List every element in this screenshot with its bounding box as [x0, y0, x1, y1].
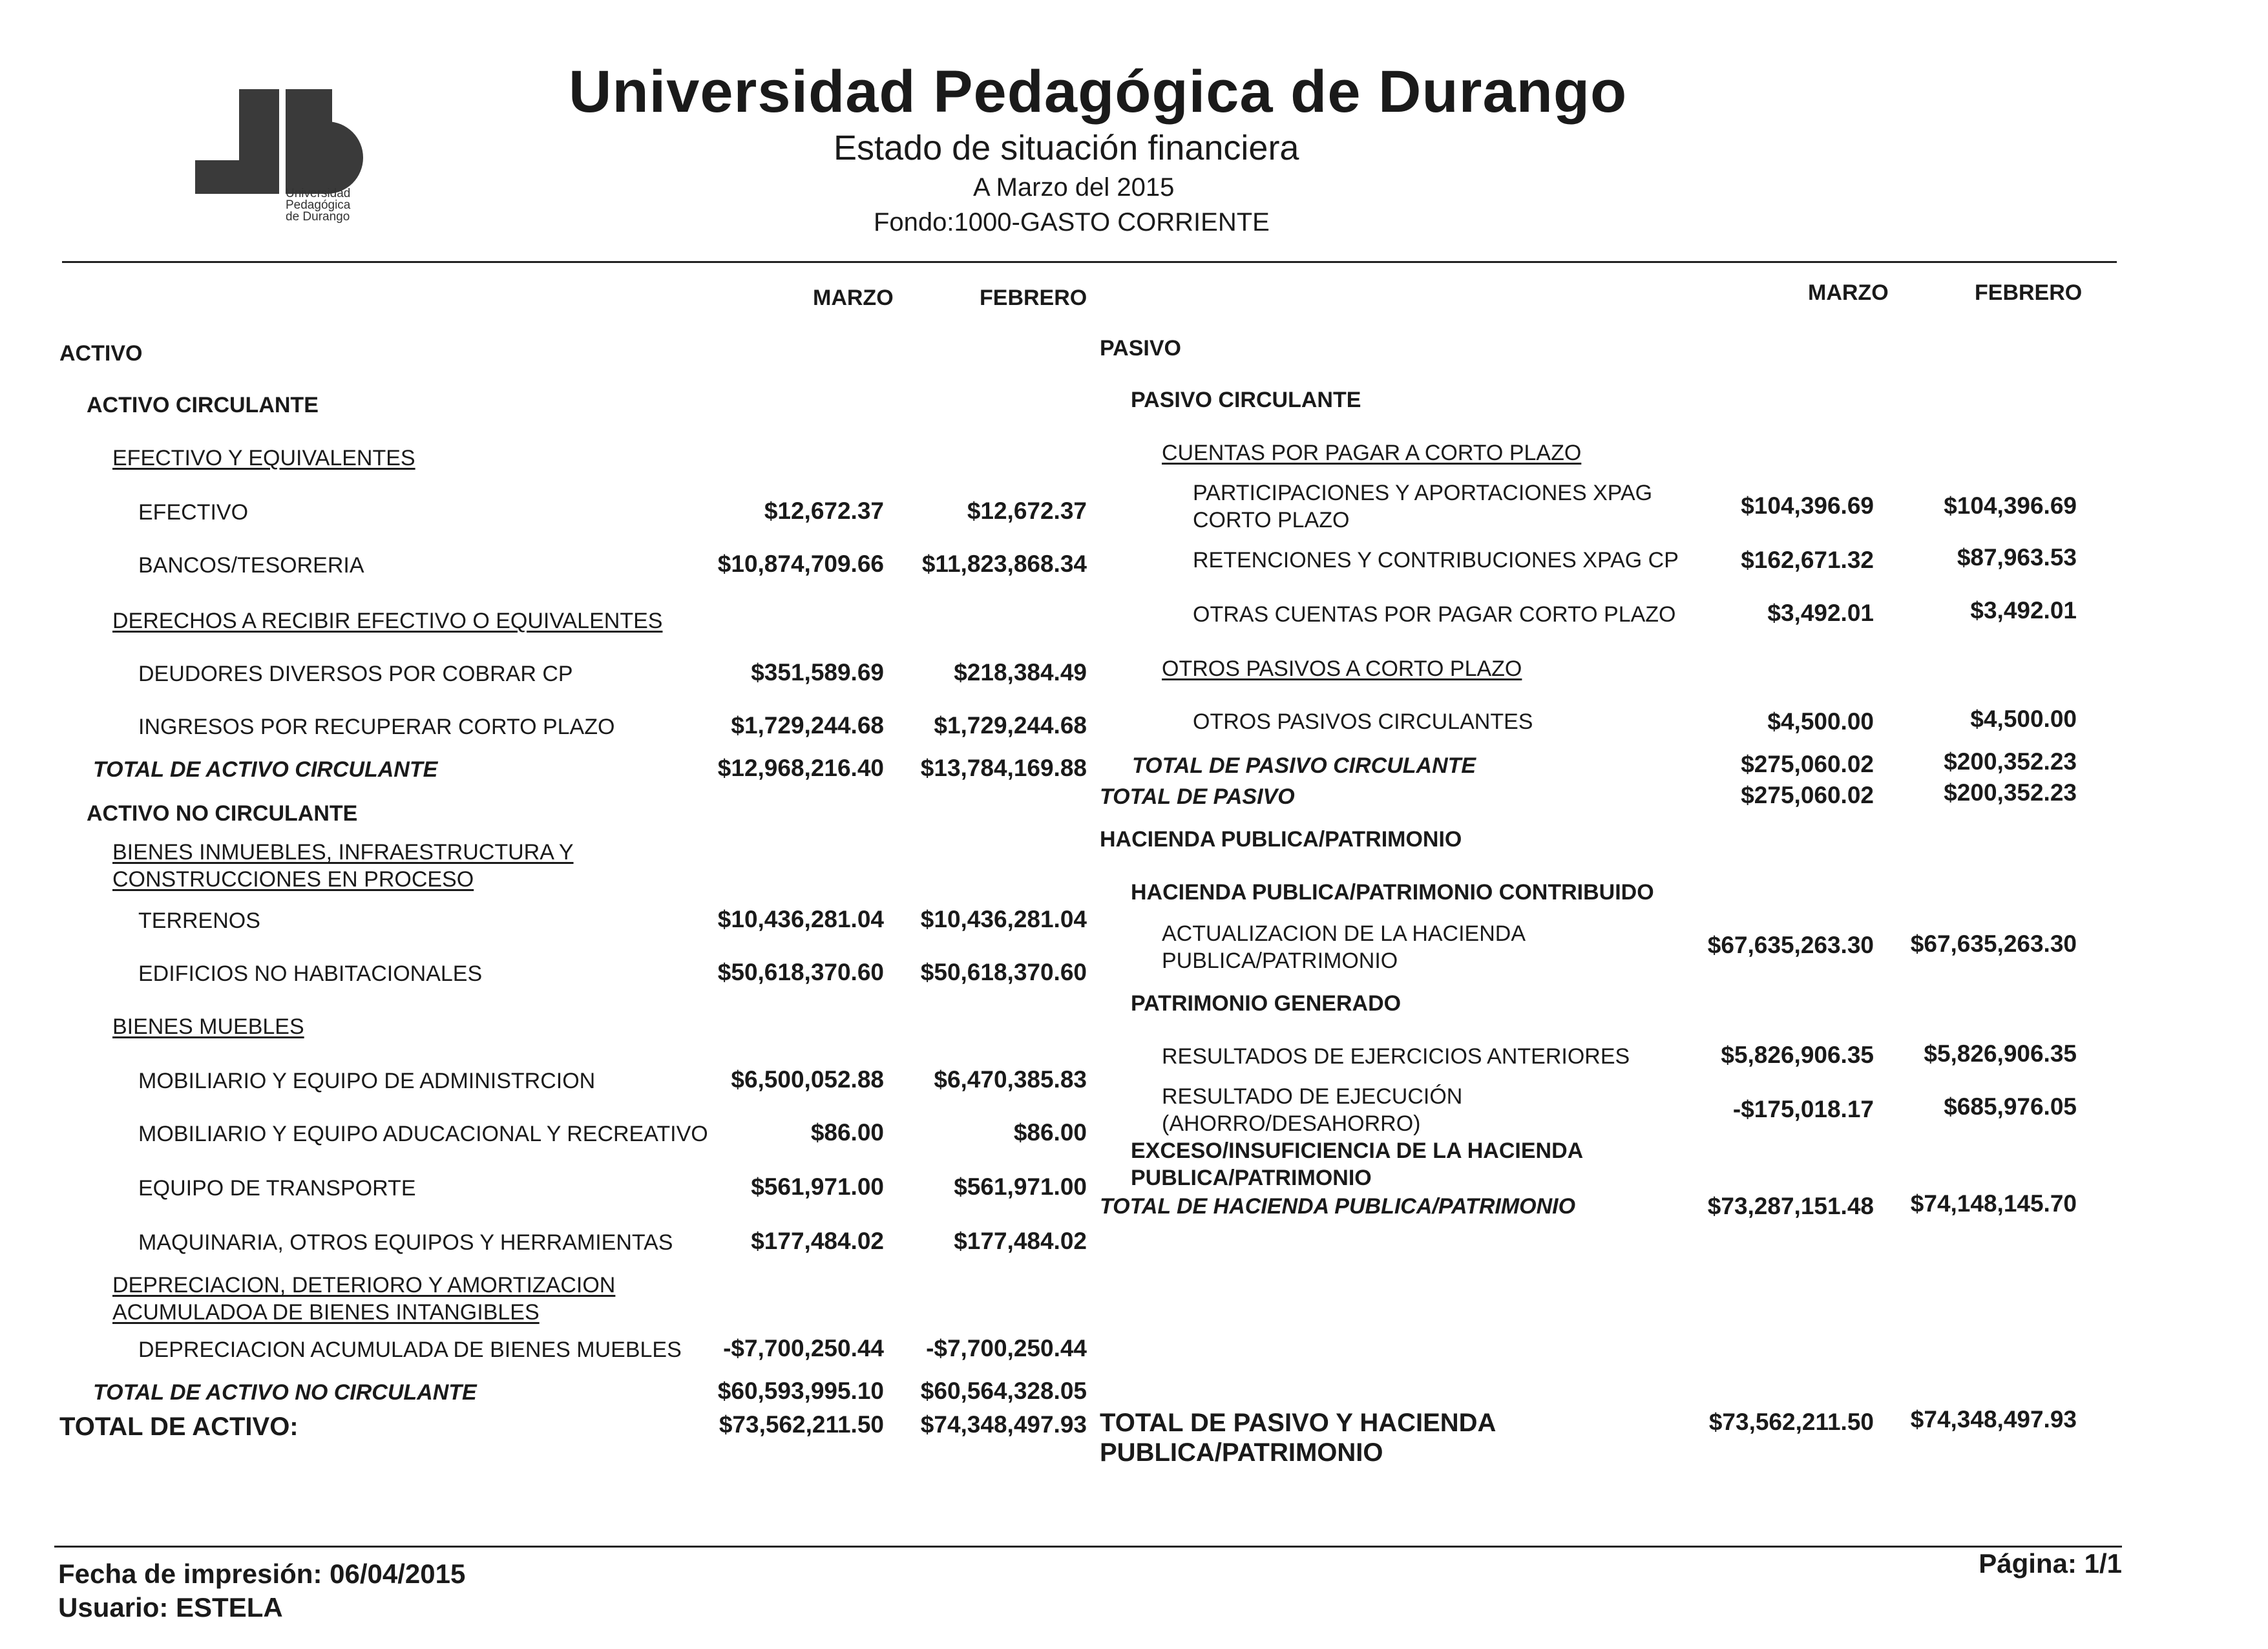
row-label: BANCOS/TESORERIA — [138, 553, 364, 578]
row-label-2: (AHORRO/DESAHORRO) — [1162, 1111, 1421, 1136]
row-label-1: TOTAL DE PASIVO Y HACIENDA — [1100, 1409, 1496, 1437]
row-label: DEUDORES DIVERSOS POR COBRAR CP — [138, 662, 573, 686]
row-label: RETENCIONES Y CONTRIBUCIONES XPAG CP — [1193, 548, 1679, 572]
value-marzo: $50,618,370.60 — [717, 959, 884, 985]
value-marzo: -$7,700,250.44 — [723, 1335, 884, 1361]
row-label: TOTAL DE PASIVO — [1100, 784, 1295, 809]
depreciacion-heading-2: ACUMULADOA DE BIENES INTANGIBLES — [112, 1300, 540, 1325]
value-febrero: $218,384.49 — [954, 659, 1087, 686]
value-febrero: $60,564,328.05 — [920, 1378, 1087, 1404]
value-marzo: $275,060.02 — [1741, 782, 1874, 808]
logo-text-2: Pedagógica — [286, 198, 351, 212]
value-febrero: $11,823,868.34 — [921, 551, 1087, 577]
value-marzo: $10,874,709.66 — [717, 551, 884, 577]
col-header-marzo-left: MARZO — [813, 286, 894, 310]
value-febrero: $1,729,244.68 — [934, 712, 1087, 739]
report-subtitle: Estado de situación financiera — [834, 129, 1299, 167]
value-marzo: $6,500,052.88 — [731, 1066, 884, 1093]
row-label: TOTAL DE ACTIVO NO CIRCULANTE — [93, 1380, 477, 1405]
value-febrero: $200,352.23 — [1944, 779, 2077, 806]
value-febrero: $74,348,497.93 — [1910, 1406, 2077, 1433]
value-marzo: $177,484.02 — [751, 1228, 884, 1254]
bienes-inmuebles-heading-1: BIENES INMUEBLES, INFRAESTRUCTURA Y — [112, 840, 574, 865]
value-marzo: $60,593,995.10 — [717, 1378, 884, 1404]
value-febrero: $74,148,145.70 — [1910, 1190, 2077, 1217]
activo-heading: ACTIVO — [59, 341, 143, 366]
row-label: MAQUINARIA, OTROS EQUIPOS Y HERRAMIENTAS — [138, 1230, 673, 1255]
value-marzo: $162,671.32 — [1741, 547, 1874, 573]
col-header-marzo-right: MARZO — [1808, 280, 1889, 305]
row-label-2: PUBLICA/PATRIMONIO — [1162, 949, 1398, 973]
print-user: Usuario: ESTELA — [58, 1592, 283, 1623]
value-marzo: $12,968,216.40 — [717, 755, 884, 781]
value-marzo: $10,436,281.04 — [717, 906, 884, 932]
header-divider — [62, 261, 2117, 263]
exceso-heading-1: EXCESO/INSUFICIENCIA DE LA HACIENDA — [1131, 1139, 1584, 1163]
row-label: TERRENOS — [138, 909, 260, 933]
pasivo-heading: PASIVO — [1100, 336, 1181, 361]
value-febrero: $67,635,263.30 — [1910, 930, 2077, 957]
row-label-1: ACTUALIZACION DE LA HACIENDA — [1162, 921, 1526, 946]
row-label: TOTAL DE ACTIVO: — [59, 1413, 299, 1441]
value-febrero: $561,971.00 — [954, 1173, 1087, 1200]
value-marzo: $12,672.37 — [764, 498, 884, 524]
page-number: Página: 1/1 — [1979, 1548, 2122, 1579]
footer-divider — [54, 1546, 2122, 1548]
value-febrero: $4,500.00 — [1970, 706, 2077, 732]
value-marzo: $5,826,906.35 — [1721, 1042, 1874, 1068]
value-marzo: -$175,018.17 — [1732, 1096, 1874, 1122]
row-label: EQUIPO DE TRANSPORTE — [138, 1176, 416, 1201]
exceso-heading-2: PUBLICA/PATRIMONIO — [1131, 1166, 1372, 1190]
value-febrero: $86.00 — [1013, 1119, 1087, 1146]
row-label-1: RESULTADO DE EJECUCIÓN — [1162, 1084, 1463, 1109]
row-label: INGRESOS POR RECUPERAR CORTO PLAZO — [138, 715, 615, 739]
logo-text-3: de Durango — [286, 210, 350, 224]
value-febrero: $5,826,906.35 — [1924, 1040, 2077, 1067]
value-marzo: $3,492.01 — [1767, 600, 1874, 626]
cuentas-por-pagar-heading: CUENTAS POR PAGAR A CORTO PLAZO — [1162, 441, 1582, 465]
row-label-2: PUBLICA/PATRIMONIO — [1100, 1438, 1383, 1467]
efectivo-equivalentes-heading: EFECTIVO Y EQUIVALENTES — [112, 446, 415, 470]
hacienda-heading: HACIENDA PUBLICA/PATRIMONIO — [1100, 827, 1462, 852]
value-marzo: $67,635,263.30 — [1707, 932, 1874, 958]
value-febrero: $74,348,497.93 — [920, 1411, 1087, 1438]
report-period: A Marzo del 2015 — [973, 173, 1175, 202]
value-marzo: $561,971.00 — [751, 1173, 884, 1200]
row-label: EFECTIVO — [138, 500, 249, 525]
value-marzo: $1,729,244.68 — [731, 712, 884, 739]
row-label: TOTAL DE PASIVO CIRCULANTE — [1132, 753, 1476, 778]
row-label: MOBILIARIO Y EQUIPO DE ADMINISTRCION — [138, 1069, 596, 1093]
row-label: OTRAS CUENTAS POR PAGAR CORTO PLAZO — [1193, 602, 1676, 627]
hacienda-contribuido-heading: HACIENDA PUBLICA/PATRIMONIO CONTRIBUIDO — [1131, 880, 1654, 905]
print-date: Fecha de impresión: 06/04/2015 — [58, 1559, 466, 1589]
value-marzo: $351,589.69 — [751, 659, 884, 686]
patrimonio-generado-heading: PATRIMONIO GENERADO — [1131, 991, 1402, 1016]
value-febrero: $13,784,169.88 — [920, 755, 1087, 781]
value-marzo: $275,060.02 — [1741, 751, 1874, 777]
value-febrero: $104,396.69 — [1944, 492, 2077, 519]
value-febrero: $50,618,370.60 — [920, 959, 1087, 985]
col-header-febrero-left: FEBRERO — [980, 286, 1087, 310]
depreciacion-heading-1: DEPRECIACION, DETERIORO Y AMORTIZACION — [112, 1273, 616, 1297]
derechos-heading: DERECHOS A RECIBIR EFECTIVO O EQUIVALENTES — [112, 609, 663, 633]
logo-text-1: Universidad — [286, 187, 351, 200]
value-marzo: $104,396.69 — [1741, 492, 1874, 519]
value-febrero: $87,963.53 — [1957, 544, 2077, 571]
row-label: OTROS PASIVOS CIRCULANTES — [1193, 709, 1533, 734]
bienes-inmuebles-heading-2: CONSTRUCCIONES EN PROCESO — [112, 867, 474, 892]
row-label: RESULTADOS DE EJERCICIOS ANTERIORES — [1162, 1044, 1630, 1069]
activo-no-circulante-heading: ACTIVO NO CIRCULANTE — [87, 801, 358, 826]
row-label: EDIFICIOS NO HABITACIONALES — [138, 961, 483, 986]
row-label: TOTAL DE ACTIVO CIRCULANTE — [93, 757, 438, 782]
row-label-2: CORTO PLAZO — [1193, 508, 1350, 532]
value-febrero: $177,484.02 — [954, 1228, 1087, 1254]
col-header-febrero-right: FEBRERO — [1975, 280, 2083, 305]
university-logo — [195, 83, 389, 231]
page-title: Universidad Pedagógica de Durango — [569, 59, 1628, 125]
value-febrero: -$7,700,250.44 — [926, 1335, 1087, 1361]
value-febrero: $10,436,281.04 — [920, 906, 1087, 932]
row-label: DEPRECIACION ACUMULADA DE BIENES MUEBLES — [138, 1338, 682, 1362]
value-marzo: $4,500.00 — [1767, 708, 1874, 735]
report-fund: Fondo:1000-GASTO CORRIENTE — [874, 208, 1270, 236]
value-marzo: $73,562,211.50 — [719, 1411, 884, 1438]
activo-circulante-heading: ACTIVO CIRCULANTE — [87, 393, 319, 417]
value-marzo: $73,562,211.50 — [1708, 1409, 1874, 1435]
otros-pasivos-heading: OTROS PASIVOS A CORTO PLAZO — [1162, 656, 1522, 681]
row-label-1: PARTICIPACIONES Y APORTACIONES XPAG — [1193, 481, 1653, 505]
value-febrero: $6,470,385.83 — [934, 1066, 1087, 1093]
row-label: TOTAL DE HACIENDA PUBLICA/PATRIMONIO — [1100, 1194, 1576, 1219]
value-marzo: $86.00 — [810, 1119, 884, 1146]
value-febrero: $12,672.37 — [967, 498, 1087, 524]
value-febrero: $685,976.05 — [1944, 1093, 2077, 1120]
value-marzo: $73,287,151.48 — [1707, 1193, 1874, 1219]
row-label: MOBILIARIO Y EQUIPO ADUCACIONAL Y RECREATIVO — [138, 1122, 708, 1146]
value-febrero: $200,352.23 — [1944, 748, 2077, 775]
value-febrero: $3,492.01 — [1970, 597, 2077, 624]
bienes-muebles-heading: BIENES MUEBLES — [112, 1014, 304, 1039]
pasivo-circulante-heading: PASIVO CIRCULANTE — [1131, 388, 1361, 412]
